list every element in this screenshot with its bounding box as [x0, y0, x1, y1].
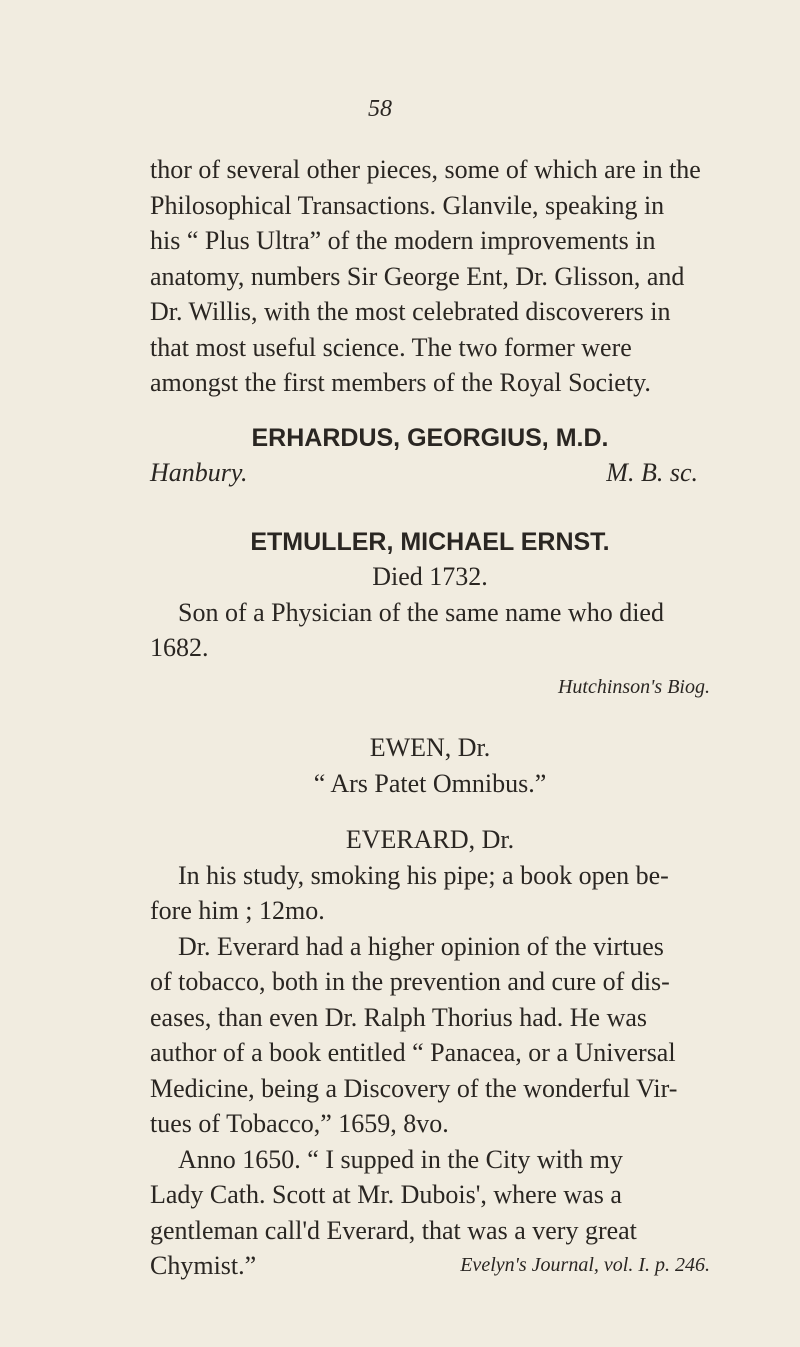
text-line: of tobacco, both in the prevention and cure of dis- [150, 967, 670, 996]
entry-heading: EWEN, Dr. [369, 733, 491, 762]
text-line: that most useful science. The two former were [150, 332, 632, 362]
text-line: anatomy, numbers Sir George Ent, Dr. Glisson, and [150, 261, 685, 291]
text-line: In his study, smoking his pipe; a book open be- [178, 860, 669, 890]
source-ref: Evelyn's Journal, vol. I. p. 246. [460, 1254, 710, 1276]
text-line: Anno 1650. “ I supped in the City with my [178, 1144, 623, 1174]
entry-everard [150, 822, 710, 1284]
text-line: thor of several other pieces, some of which are in the [150, 155, 701, 184]
entry-ewen [150, 730, 710, 801]
text-line: Dr. Everard had a higher opinion of the virtues [178, 931, 664, 961]
entry-erhardus [150, 424, 710, 491]
text-line: Medicine, being a Discovery of the wonderful Vir- [150, 1073, 678, 1103]
text-line: amongst the first members of the Royal Society. [150, 368, 651, 397]
closing-line [150, 1248, 710, 1284]
entry-etmuller [150, 528, 710, 705]
text-line: 1682. [150, 633, 209, 662]
text-line: tues of Tobacco,” 1659, 8vo. [150, 1109, 449, 1138]
text-line: Lady Cath. Scott at Mr. Dubois', where was a [150, 1180, 622, 1209]
motto: “ Ars Patet Omnibus.” [313, 768, 547, 798]
intro-paragraph [150, 152, 710, 401]
source-ref: M. B. sc. [606, 458, 698, 487]
text-line: fore him ; 12mo. [150, 896, 325, 925]
text-line: his “ Plus Ultra” of the modern improvements in [150, 226, 656, 255]
entry-heading: EVERARD, Dr. [345, 825, 515, 854]
text-line: Dr. Willis, with the most celebrated discoverers in [150, 297, 671, 326]
source-ref: Hutchinson's Biog. [557, 675, 710, 698]
text-line: Son of a Physician of the same name who died [178, 597, 664, 627]
text-line: eases, than even Dr. Ralph Thorius had. He was [150, 1002, 648, 1032]
text-line: gentleman call'd Everard, that was a very great [150, 1215, 637, 1245]
text-line: author of a book entitled “ Panacea, or a Universal [150, 1038, 676, 1067]
text-line: Philosophical Transactions. Glanvile, speaking in [150, 190, 665, 220]
engraver-name: Hanbury. [150, 458, 248, 487]
text-line: Chymist.” [150, 1251, 257, 1280]
died-line: Died 1732. [372, 562, 488, 591]
entry-heading: ETMULLER, MICHAEL ERNST. [250, 528, 610, 556]
page-number: 58 [368, 96, 392, 122]
entry-heading: ERHARDUS, GEORGIUS, M.D. [251, 424, 609, 452]
attribution-line [150, 455, 710, 491]
